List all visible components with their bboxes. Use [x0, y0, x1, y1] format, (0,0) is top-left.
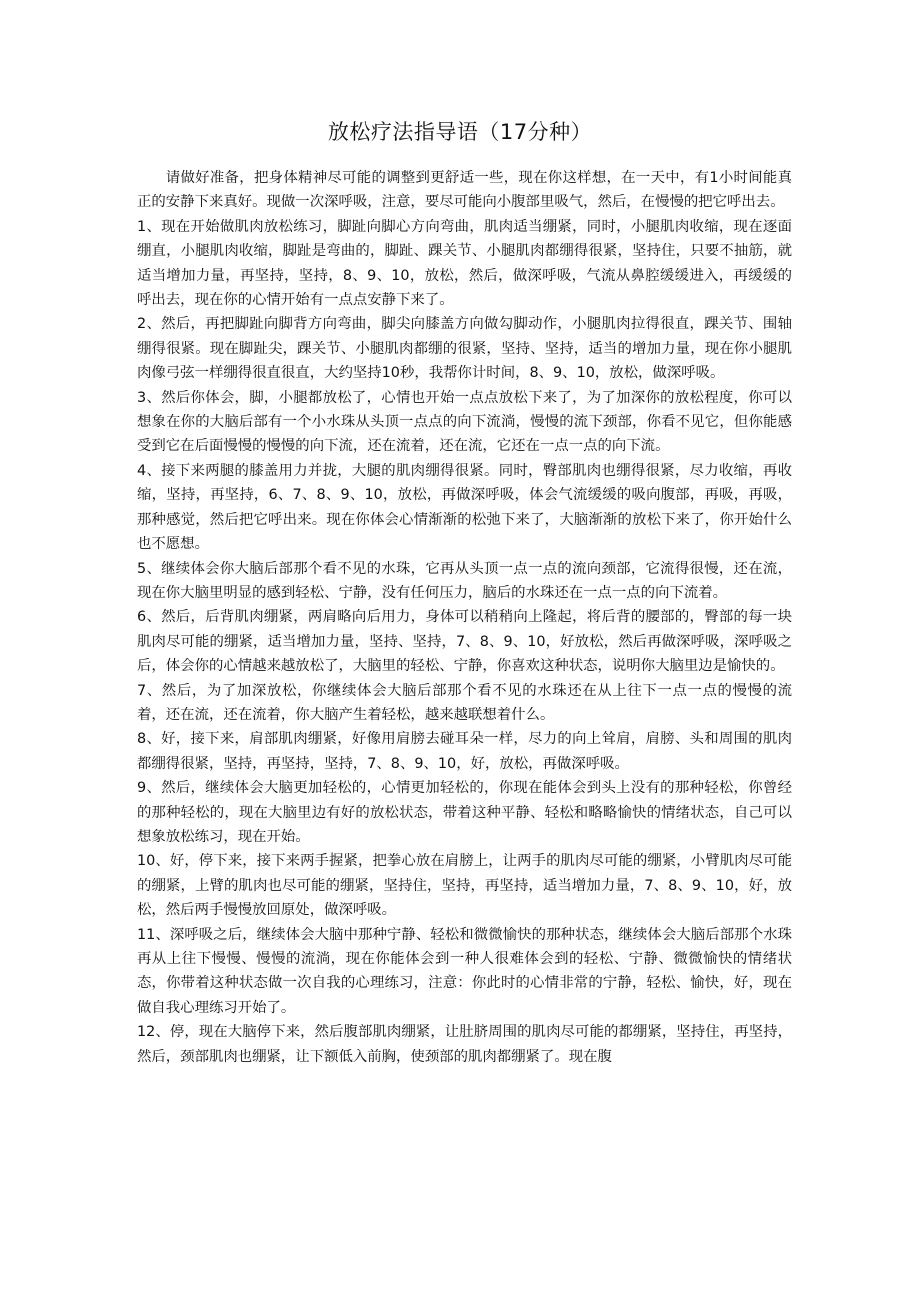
paragraph-7: 7、然后，为了加深放松，你继续体会大脑后部那个看不见的水珠还在从上往下一点一点的慢慢的流着，还在流，还在流着，你大脑产生着轻松，越来越联想着什么。 [137, 682, 792, 723]
paragraph-5: 5、继续体会你大脑后部那个看不见的水珠，它再从头顶一点一点的流向颈部，它流得很慢，还在流，现在你大脑里明显的感到轻松、宁静，没有任何压力，脑后的水珠还在一点一点的向下流着。 [137, 560, 792, 601]
document-body [137, 166, 792, 1069]
paragraph-2: 2、然后，再把脚趾向脚背方向弯曲，脚尖向膝盖方向做勾脚动作，小腿肌肉拉得很直，踝关节、围轴绷得很紧。现在脚趾尖，踝关节、小腿肌肉都绷的很紧，坚持、坚持，适当的增加力量，现在你小腿肌肉像弓弦一样绷得很直很直，大约坚持10秒，我帮你计时间，8、9、10，放松，做深呼吸。 [137, 316, 792, 382]
paragraph-9: 9、然后，继续体会大脑更加轻松的，心情更加轻松的，你现在能体会到头上没有的那种轻松，你曾经的那种轻松的，现在大脑里边有好的放松状态，带着这种平静、轻松和略略愉快的情绪状态，自己可以想象放松练习，现在开始。 [137, 780, 792, 845]
paragraph-11: 11、深呼吸之后，继续体会大脑中那种宁静、轻松和微微愉快的那种状态，继续体会大脑后部那个水珠再从上往下慢慢、慢慢的流淌，现在你能体会到一种人很难体会到的轻松、宁静、微微愉快的情绪状态，你带着这种状态做一次自我的心理练习，注意：你此时的心情非常的宁静，轻松、愉快，好，现在做自我心理练习开始了。 [137, 926, 792, 1016]
paragraph-8: 8、好，接下来，肩部肌肉绷紧，好像用肩膀去碰耳朵一样，尽力的向上耸肩，肩膀、头和周围的肌肉都绷得很紧，坚持，再坚持，坚持，7、8、9、10，好，放松，再做深呼吸。 [137, 731, 792, 772]
paragraph-6: 6、然后，后背肌肉绷紧，两肩略向后用力，身体可以稍稍向上隆起，将后背的腰部的，臀部的每一块肌肉尽可能的绷紧，适当增加力量，坚持、坚持，7、8、9、10，好放松，然后再做深呼吸，深呼吸之后，体会你的心情越来越放松了，大脑里的轻松、宁静，你喜欢这种状态，说明你大脑里边是愉快的。 [137, 609, 792, 675]
paragraph-intro: 请做好准备，把身体精神尽可能的调整到更舒适一些，现在你这样想，在一天中，有1小时间能真正的安静下来真好。现做一次深呼吸，注意，要尽可能向小腹部里吸气，然后，在慢慢的把它呼出去。 [137, 170, 792, 211]
paragraph-12: 12、停，现在大脑停下来，然后腹部肌肉绷紧，让肚脐周围的肌肉尽可能的都绷紧，坚持住，再坚持，然后，颈部肌肉也绷紧，让下额低入前胸，使颈部的肌肉都绷紧了。现在腹 [137, 1024, 792, 1065]
paragraph-3: 3、然后你体会，脚，小腿都放松了，心情也开始一点点放松下来了，为了加深你的放松程度，你可以想象在你的大脑后部有一个小水珠从头顶一点点的向下流淌，慢慢的流下颈部，你看不见它，但你能感受到它在后面慢慢的慢慢的向下流，还在流着，还在流，它还在一点一点的向下流。 [137, 389, 792, 455]
paragraph-10: 10、好，停下来，接下来两手握紧，把拳心放在肩膀上，让两手的肌肉尽可能的绷紧，小臂肌肉尽可能的绷紧，上臂的肌肉也尽可能的绷紧，坚持住，坚持，再坚持，适当增加力量，7、8、9、10，好，放松，然后两手慢慢放回原处，做深呼吸。 [137, 853, 792, 919]
document-title: 放松疗法指导语（17分种） [327, 120, 593, 144]
paragraph-4: 4、接下来两腿的膝盖用力并拢，大腿的肌肉绷得很紧。同时，臀部肌肉也绷得很紧，尽力收缩，再收缩，坚持，再坚持，6、7、8、9、10，放松，再做深呼吸，体会气流缓缓的吸向腹部，再吸，再吸，那种感觉，然后把它呼出来。现在你体会心情渐渐的松弛下来了，大脑渐渐的放松下来了，你开始什么也不愿想。 [137, 462, 792, 553]
paragraph-1: 1、现在开始做肌肉放松练习，脚趾向脚心方向弯曲，肌肉适当绷紧，同时，小腿肌肉收缩，现在逐面绷直，小腿肌肉收缩，脚趾是弯曲的，脚趾、踝关节、小腿肌肉都绷得很紧，坚持住，只要不抽筋，就适当增加力量，再坚持，坚持，8、9、10，放松，然后，做深呼吸，气流从鼻腔缓缓进入，再缓缓的呼出去，现在你的心情开始有一点点安静下来了。 [137, 218, 792, 309]
